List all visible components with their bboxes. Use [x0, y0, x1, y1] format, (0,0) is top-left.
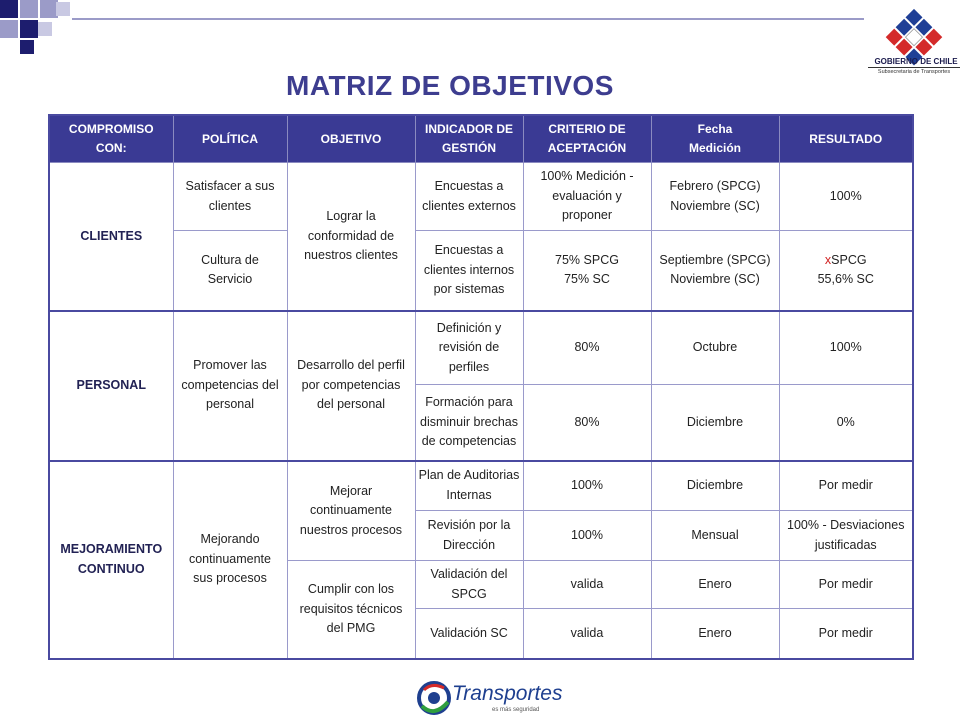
indicador-cell: Encuestas a clientes internos por sistemas — [415, 231, 523, 311]
table-row — [49, 163, 913, 231]
resultado-line: 55,6% SC — [817, 272, 874, 287]
header-objetivo: OBJETIVO — [287, 115, 415, 163]
resultado-cell — [779, 231, 913, 311]
resultado-cell: Por medir — [779, 609, 913, 659]
fecha-cell: Septiembre (SPCG) Noviembre (SC) — [651, 231, 779, 311]
table-row — [49, 461, 913, 511]
criterio-cell: 100% — [523, 511, 651, 561]
gov-logo-subtitle: Subsecretaria de Transportes — [868, 67, 960, 75]
table-row — [49, 311, 913, 385]
indicador-cell: Encuestas a clientes externos — [415, 163, 523, 231]
fecha-cell: Diciembre — [651, 385, 779, 461]
fecha-cell: Enero — [651, 609, 779, 659]
header-line — [72, 18, 864, 20]
indicador-cell: Definición y revisión de perfiles — [415, 311, 523, 385]
objetivo-cell: Mejorar continuamente nuestros procesos — [287, 461, 415, 561]
transportes-logo-tagline: es más seguridad — [492, 707, 540, 713]
page-title: MATRIZ DE OBJETIVOS — [286, 70, 614, 101]
fecha-cell: Mensual — [651, 511, 779, 561]
header-criterio: CRITERIO DE ACEPTACIÓN — [523, 115, 651, 163]
table-row — [49, 231, 913, 311]
objectives-matrix-table — [48, 114, 914, 660]
politica-cell: Mejorando continuamente sus procesos — [173, 461, 287, 659]
header-politica: POLÍTICA — [173, 115, 287, 163]
resultado-cell: Por medir — [779, 561, 913, 609]
criterio-cell: 100% — [523, 461, 651, 511]
category-clientes: CLIENTES — [49, 163, 173, 311]
resultado-cell: 0% — [779, 385, 913, 461]
fecha-cell: Enero — [651, 561, 779, 609]
criterio-cell: 100% Medición - evaluación y proponer — [523, 163, 651, 231]
objetivo-cell: Lograr la conformidad de nuestros clientes — [287, 163, 415, 311]
resultado-line: SPCG — [831, 252, 867, 267]
criterio-cell: valida — [523, 609, 651, 659]
resultado-cell: 100% — [779, 163, 913, 231]
indicador-cell: Validación SC — [415, 609, 523, 659]
criterio-cell: valida — [523, 561, 651, 609]
indicador-cell: Revisión por la Dirección — [415, 511, 523, 561]
politica-cell: Cultura de Servicio — [173, 231, 287, 311]
header-compromiso: COMPROMISO CON: — [49, 115, 173, 163]
criterio-cell: 80% — [523, 311, 651, 385]
fecha-cell: Diciembre — [651, 461, 779, 511]
x-mark: x — [824, 252, 832, 267]
fecha-cell: Octubre — [651, 311, 779, 385]
decorative-squares — [0, 0, 72, 56]
header-indicador: INDICADOR DE GESTIÓN — [415, 115, 523, 163]
fecha-cell: Febrero (SPCG) Noviembre (SC) — [651, 163, 779, 231]
header-resultado: RESULTADO — [779, 115, 913, 163]
criterio-cell: 80% — [523, 385, 651, 461]
gov-logo-name: GOBIERNO DE CHILE — [874, 57, 958, 66]
objetivo-cell: Desarrollo del perfil por competencias del personal — [287, 311, 415, 461]
transportes-logo-text: Transportes — [452, 682, 563, 705]
politica-cell: Promover las competencias del personal — [173, 311, 287, 461]
resultado-cell: 100% — [779, 311, 913, 385]
indicador-cell: Validación del SPCG — [415, 561, 523, 609]
header-fecha: Fecha Medición — [651, 115, 779, 163]
criterio-cell: 75% SPCG 75% SC — [523, 231, 651, 311]
indicador-cell: Formación para disminuir brechas de competencias — [415, 385, 523, 461]
politica-cell: Satisfacer a sus clientes — [173, 163, 287, 231]
category-personal: PERSONAL — [49, 311, 173, 461]
category-mejoramiento-continuo: MEJORAMIENTO CONTINUO — [49, 461, 173, 659]
indicador-cell: Plan de Auditorias Internas — [415, 461, 523, 511]
objetivo-cell: Cumplir con los requisitos técnicos del PMG — [287, 561, 415, 659]
resultado-cell: 100% - Desviaciones justificadas — [779, 511, 913, 561]
table-header-row — [49, 115, 913, 163]
resultado-cell: Por medir — [779, 461, 913, 511]
